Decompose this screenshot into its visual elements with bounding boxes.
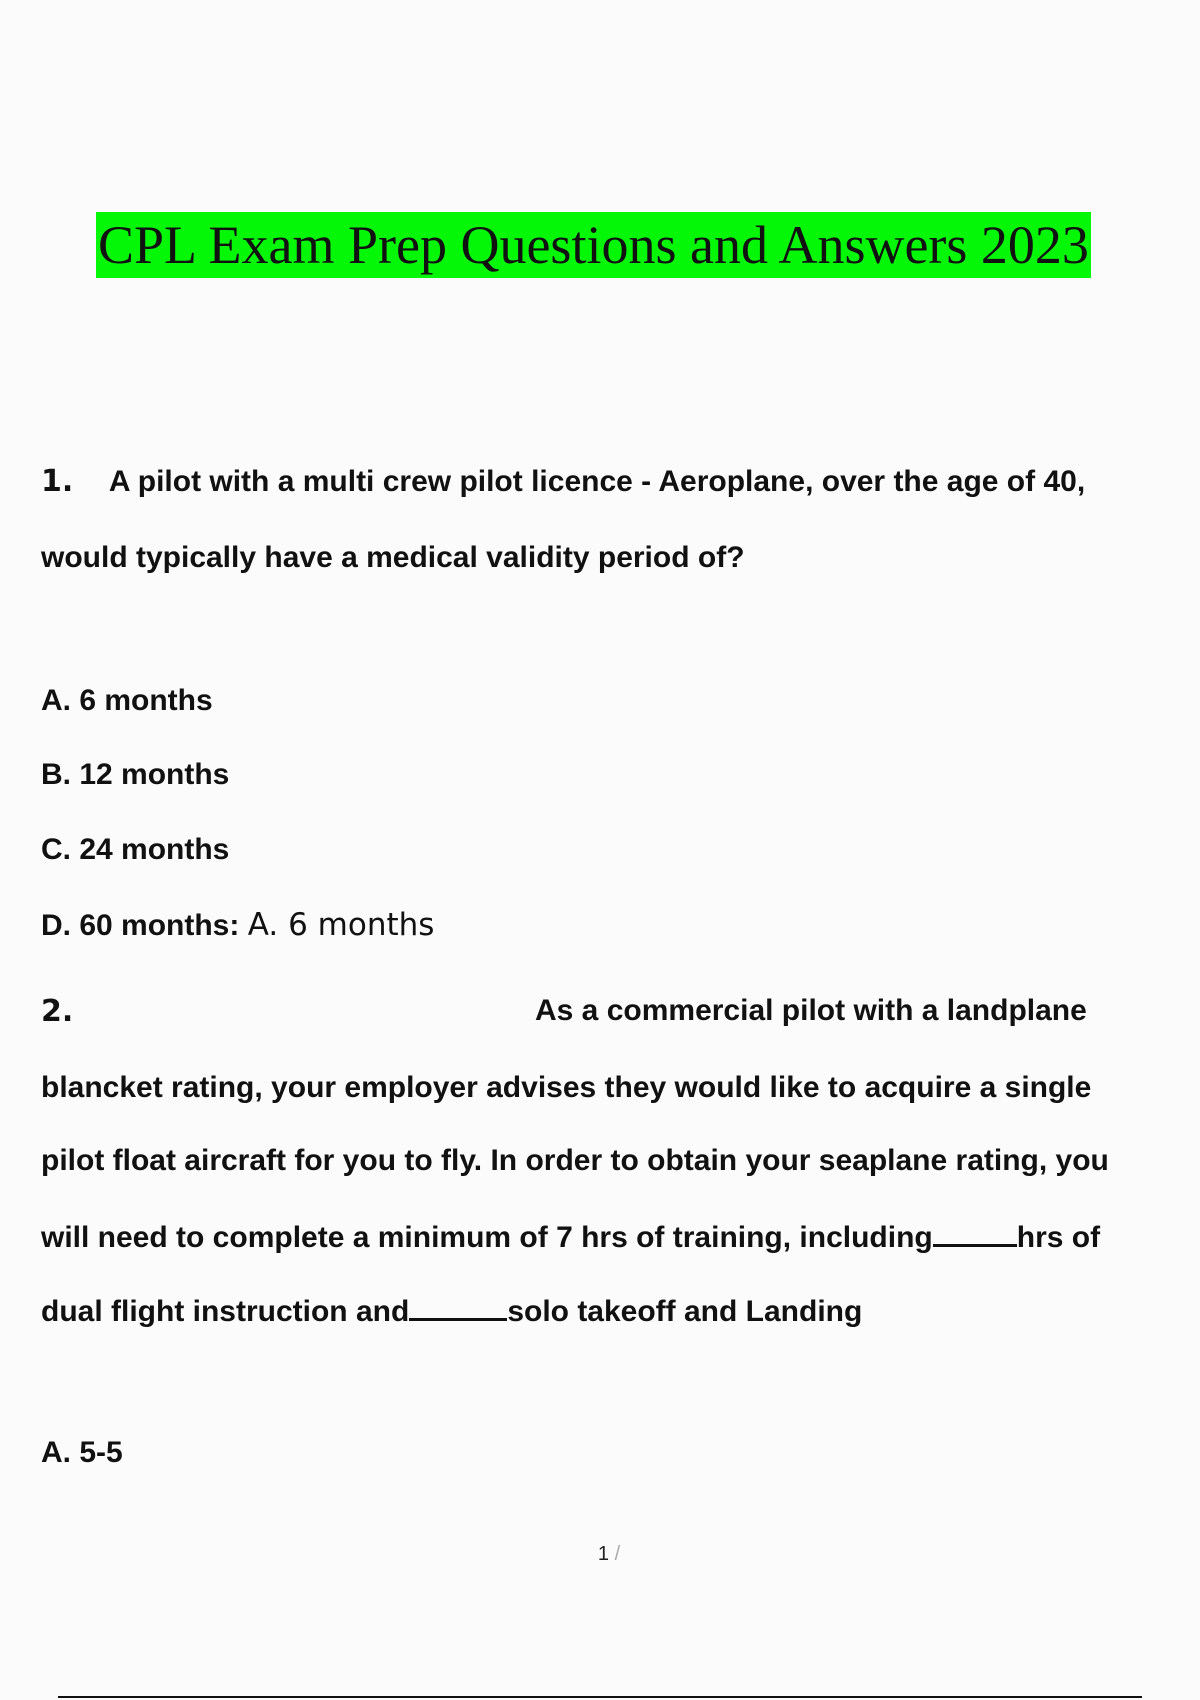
question-1-option-d-label: D. 60 months:	[41, 909, 240, 942]
question-2-line-5-before: dual flight instruction and	[41, 1295, 410, 1328]
question-2-text-first: As a commercial pilot with a landplane	[535, 994, 1087, 1027]
question-2-line-3: pilot float aircraft for you to fly. In order to obtain your seaplane rating, you	[41, 1144, 1109, 1177]
document-title: CPL Exam Prep Questions and Answers 2023	[96, 212, 1091, 278]
page-number	[0, 1543, 1200, 1566]
question-2-option-a: A. 5-5	[41, 1436, 123, 1469]
question-1-option-d	[41, 907, 434, 943]
footer-rule	[58, 1696, 1142, 1698]
question-1-line-1	[41, 464, 1085, 499]
page-number-value: 1	[597, 1543, 609, 1565]
question-2-line-5	[41, 1292, 862, 1329]
question-2-line-5-after: solo takeoff and Landing	[507, 1295, 863, 1328]
question-1-answer: A. 6 months	[247, 907, 435, 943]
question-2-line-2: blancket rating, your employer advises they would like to acquire a single	[41, 1071, 1092, 1104]
question-1-number: 1.	[41, 464, 74, 499]
page-number-separator: /	[614, 1543, 621, 1565]
question-1-text-1: A pilot with a multi crew pilot licence - Aeroplane, over the age of 40,	[108, 465, 1086, 498]
question-1-option-b: B. 12 months	[41, 758, 230, 791]
question-1-option-c: C. 24 months	[41, 833, 230, 866]
question-1-option-a: A. 6 months	[41, 684, 213, 717]
question-2-line-4-before: will need to complete a minimum of 7 hrs of training, including	[41, 1221, 933, 1254]
question-2-line-1	[41, 994, 73, 1029]
question-2-line-4	[41, 1218, 1100, 1255]
question-1-line-2: would typically have a medical validity period of?	[41, 541, 745, 574]
question-2-number: 2.	[41, 994, 74, 1029]
question-2-line-4-after: hrs of	[1016, 1221, 1101, 1254]
fill-blank-2	[409, 1292, 507, 1321]
title-wrap	[96, 212, 1091, 278]
fill-blank-1	[933, 1218, 1017, 1247]
